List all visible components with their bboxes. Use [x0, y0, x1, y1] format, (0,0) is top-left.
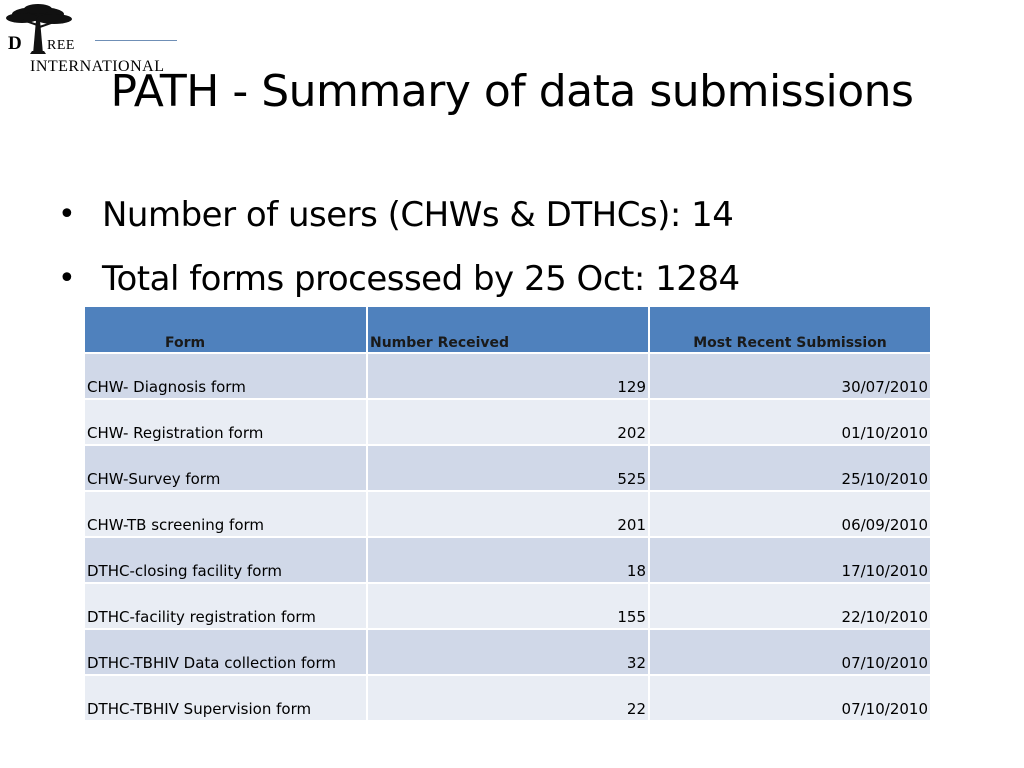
cell-most-recent-submission: 06/09/2010 — [649, 491, 930, 537]
table-row — [85, 629, 930, 675]
cell-number-received: 18 — [367, 537, 649, 583]
table-row — [85, 537, 930, 583]
cell-number-received: 202 — [367, 399, 649, 445]
cell-number-received: 525 — [367, 445, 649, 491]
cell-most-recent-submission: 07/10/2010 — [649, 675, 930, 721]
column-header-number-received: Number Received — [367, 307, 649, 353]
cell-form: DTHC-closing facility form — [85, 537, 367, 583]
cell-form: DTHC-TBHIV Supervision form — [85, 675, 367, 721]
bullet-users — [58, 190, 740, 254]
logo-word-international: INTERNATIONAL — [30, 58, 165, 75]
cell-form: DTHC-TBHIV Data collection form — [85, 629, 367, 675]
cell-most-recent-submission: 17/10/2010 — [649, 537, 930, 583]
bullet-list — [58, 190, 740, 318]
cell-form: CHW- Diagnosis form — [85, 353, 367, 399]
table-row — [85, 583, 930, 629]
submissions-table — [85, 307, 930, 722]
bullet-text: Total forms processed by 25 Oct: 1284 — [102, 259, 740, 299]
table-row — [85, 353, 930, 399]
column-header-most-recent-submission: Most Recent Submission — [649, 307, 930, 353]
cell-number-received: 32 — [367, 629, 649, 675]
column-header-form: Form — [85, 307, 367, 353]
cell-number-received: 155 — [367, 583, 649, 629]
cell-number-received: 22 — [367, 675, 649, 721]
cell-form: CHW-Survey form — [85, 445, 367, 491]
table-row — [85, 675, 930, 721]
logo-word-tree: REE — [47, 38, 75, 53]
cell-most-recent-submission: 01/10/2010 — [649, 399, 930, 445]
table-header-row — [85, 307, 930, 353]
cell-most-recent-submission: 25/10/2010 — [649, 445, 930, 491]
cell-form: DTHC-facility registration form — [85, 583, 367, 629]
table-row — [85, 491, 930, 537]
cell-most-recent-submission: 07/10/2010 — [649, 629, 930, 675]
bullet-dot-icon: • — [58, 261, 76, 296]
table-row — [85, 445, 930, 491]
cell-form: CHW-TB screening form — [85, 491, 367, 537]
bullet-text: Number of users (CHWs & DTHCs): 14 — [102, 195, 734, 235]
bullet-dot-icon: • — [58, 197, 76, 232]
cell-number-received: 201 — [367, 491, 649, 537]
logo-divider — [95, 40, 177, 41]
cell-number-received: 129 — [367, 353, 649, 399]
logo-letter-d: D — [8, 33, 22, 54]
cell-most-recent-submission: 30/07/2010 — [649, 353, 930, 399]
cell-form: CHW- Registration form — [85, 399, 367, 445]
slide-title: PATH - Summary of data submissions — [110, 66, 914, 117]
cell-most-recent-submission: 22/10/2010 — [649, 583, 930, 629]
table-row — [85, 399, 930, 445]
